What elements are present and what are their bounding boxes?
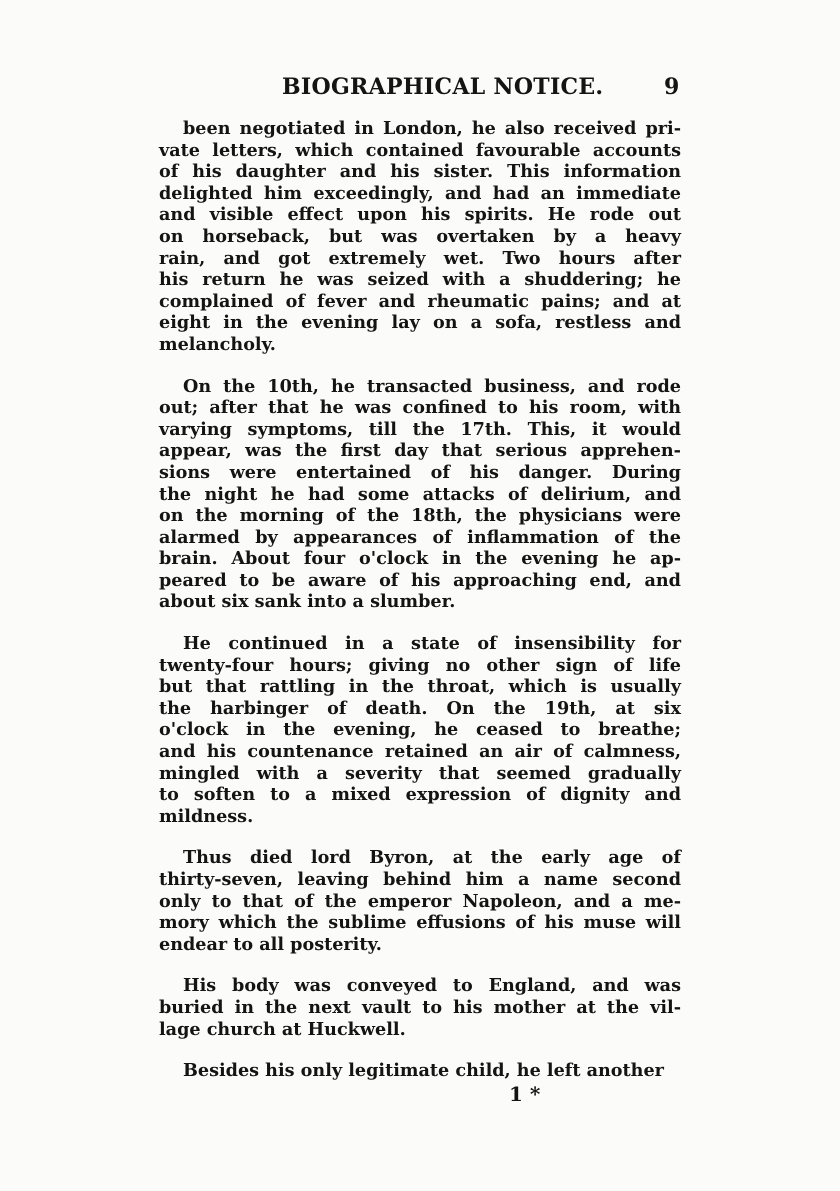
text-line: buried in the next vault to his mother at the vil- bbox=[159, 996, 681, 1018]
page-number: 9 bbox=[664, 74, 680, 100]
text-line: peared to be aware of his approaching end, and bbox=[159, 569, 681, 591]
text-line: His body was conveyed to England, and was bbox=[183, 975, 681, 997]
text-line: varying symptoms, till the 17th. This, it would bbox=[159, 418, 681, 440]
text-line: to soften to a mixed expression of dignity and bbox=[159, 784, 681, 806]
text-line: endear to all posterity. bbox=[159, 933, 382, 955]
text-line: mory which the sublime effusions of his muse will bbox=[159, 912, 681, 934]
text-line: been negotiated in London, he also received pri- bbox=[183, 118, 681, 139]
text-line: o'clock in the evening, he ceased to breathe; bbox=[159, 719, 681, 741]
text-line: lage church at Huckwell. bbox=[159, 1018, 406, 1040]
paragraph bbox=[159, 633, 681, 827]
paragraph bbox=[159, 118, 681, 356]
text-line: sions were entertained of his danger. During bbox=[159, 461, 681, 483]
text-line: only to that of the emperor Napoleon, and a me- bbox=[159, 890, 681, 912]
text-line: melancholy. bbox=[159, 333, 276, 355]
text-line: and his countenance retained an air of calmness, bbox=[159, 741, 681, 763]
text-line: but that rattling in the throat, which is usually bbox=[159, 676, 681, 698]
text-line: rain, and got extremely wet. Two hours after bbox=[159, 247, 681, 269]
text-line: the harbinger of death. On the 19th, at six bbox=[159, 697, 681, 719]
text-line: twenty-four hours; giving no other sign of life bbox=[159, 654, 681, 676]
paragraph bbox=[159, 376, 681, 614]
text-line: complained of fever and rheumatic pains; and at bbox=[159, 290, 681, 312]
text-line: out; after that he was confined to his room, with bbox=[159, 397, 681, 419]
body-text bbox=[159, 118, 681, 1082]
text-line: about six sank into a slumber. bbox=[159, 591, 456, 613]
running-title: BIOGRAPHICAL NOTICE. bbox=[282, 74, 604, 100]
paragraph bbox=[159, 847, 681, 955]
text-line: his return he was seized with a shuddering; he bbox=[159, 269, 681, 291]
text-line: and visible effect upon his spirits. He rode out bbox=[159, 204, 681, 226]
text-line: mingled with a severity that seemed gradually bbox=[159, 762, 681, 784]
text-line: On the 10th, he transacted business, and rode bbox=[183, 375, 681, 397]
text-line: alarmed by appearances of inflammation of the bbox=[159, 526, 681, 548]
text-line: delighted him exceedingly, and had an immediate bbox=[159, 182, 681, 204]
paragraph bbox=[159, 1060, 681, 1082]
signature-mark: 1 * bbox=[509, 1082, 541, 1106]
text-line: Thus died lord Byron, at the early age of bbox=[183, 847, 681, 869]
text-line: mildness. bbox=[159, 805, 254, 827]
text-line: on the morning of the 18th, the physicians were bbox=[159, 505, 681, 527]
text-line: vate letters, which contained favourable accounts bbox=[159, 139, 681, 161]
paragraph bbox=[159, 975, 681, 1040]
text-line: of his daughter and his sister. This information bbox=[159, 161, 681, 183]
text-line: thirty-seven, leaving behind him a name second bbox=[159, 869, 681, 890]
text-line: He continued in a state of insensibility for bbox=[183, 633, 681, 655]
text-line: eight in the evening lay on a sofa, restless and bbox=[159, 312, 681, 334]
text-line: appear, was the first day that serious apprehen- bbox=[159, 440, 681, 462]
text-line: on horseback, but was overtaken by a heavy bbox=[159, 225, 681, 247]
text-line: the night he had some attacks of delirium, and bbox=[159, 483, 681, 505]
text-line: brain. About four o'clock in the evening he ap- bbox=[159, 548, 681, 570]
text-line: Besides his only legitimate child, he left another bbox=[183, 1060, 664, 1082]
